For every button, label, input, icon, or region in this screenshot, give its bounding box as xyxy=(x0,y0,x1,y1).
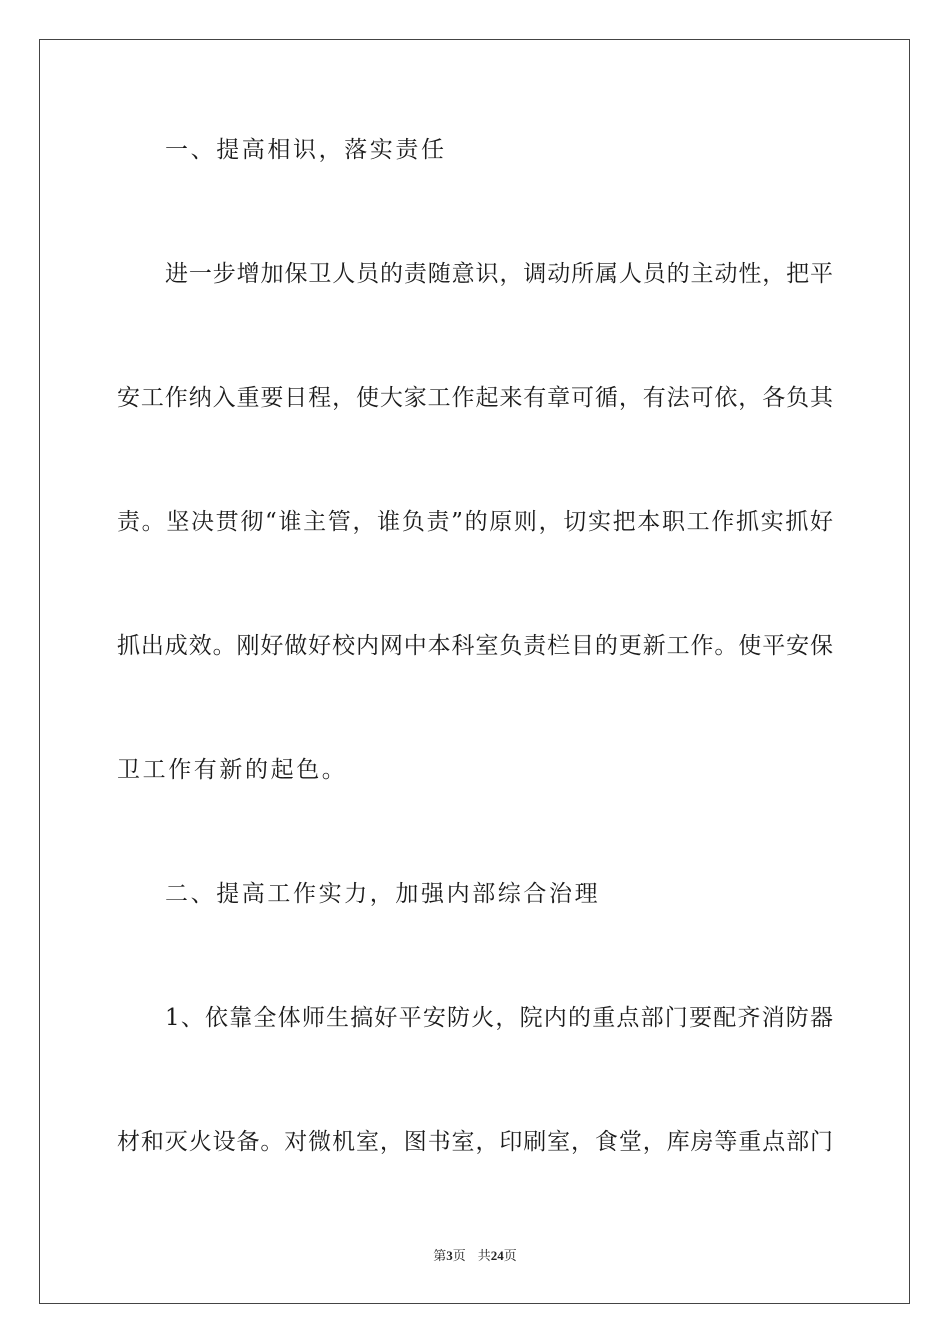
page-prefix: 第 xyxy=(433,1248,447,1263)
paragraph-line: 安工作纳入重要日程，使大家工作起来有章可循，有法可依，各负其 xyxy=(117,385,833,411)
paragraph-line: 责。坚决贯彻“谁主管，谁负责”的原则，切实把本职工作抓实抓好 xyxy=(117,509,833,535)
total-pages: 24 xyxy=(490,1248,504,1263)
section-heading-1: 一、提高相识，落实责任 xyxy=(165,137,447,163)
page-frame xyxy=(39,39,910,1304)
paragraph-line: 1、依靠全体师生搞好平安防火，院内的重点部门要配齐消防器 xyxy=(165,1005,833,1031)
paragraph-line: 进一步增加保卫人员的责随意识，调动所属人员的主动性，把平 xyxy=(165,261,833,287)
paragraph-line: 卫工作有新的起色。 xyxy=(117,757,348,783)
total-prefix: 共 xyxy=(477,1248,491,1263)
section-heading-2: 二、提高工作实力，加强内部综合治理 xyxy=(165,881,601,907)
paragraph-line: 材和灭火设备。对微机室，图书室，印刷室，食堂，库房等重点部门 xyxy=(117,1129,833,1155)
paragraph-line: 抓出成效。刚好做好校内网中本科室负责栏目的更新工作。使平安保 xyxy=(117,633,833,659)
page-suffix: 页 xyxy=(452,1248,466,1263)
page-footer xyxy=(0,1247,950,1265)
page-number: 3 xyxy=(446,1248,453,1263)
total-suffix: 页 xyxy=(503,1248,517,1263)
